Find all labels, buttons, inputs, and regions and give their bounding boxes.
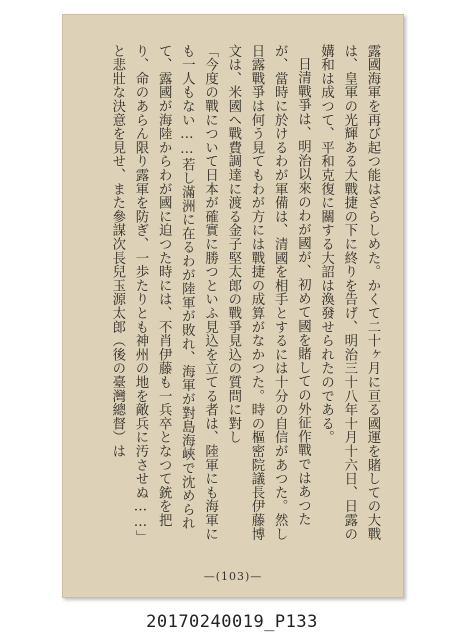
page-number: —(103)— [203,570,263,583]
paragraph-1: 露國海軍を再び起つ能はざらしめた。かくて二十ヶ月に亘る國運を賭しての大戰は、皇軍の光輝ある大戰捷の下に終りを告げ、明治三十八年十月十六日、日露の媾和は成つて、平和克復に關する大詔は渙發せられたのである。 [318,44,380,541]
paragraph-2: 日清戰爭は、明治以來のわが國が、初めて國を賭しての外征作戰ではあつたが、當時に於けるわが軍備は、清國を相手とするには十分の自信があつた。然し日露戰爭は何う見てもわが方には戰捷の成算がなかつた。時の樞密院議長伊藤博文は、米國へ戰費調達に渡る金子堅太郎の戰爭見込の質問に對し [225,44,311,541]
book-page [62,14,404,598]
quotation-paragraph: 「今度の戰について日本が確實に勝つといふ見込を立てる者は、陸軍にも海軍にも一人もない……若し滿洲に在るわが陸軍が敗れ、海軍が對島海峽で沈められて、露國が海陸からわが國に迫つた時には、不肖伊藤も一兵卒となつて銃を把り、命のあらん限り露軍を防ぎ、一歩たりとも神州の地を敵兵に汚させぬ……」 [132,44,218,544]
image-caption: 20170240019_P133 [146,612,318,632]
paragraph-4: と悲壯な決意を見せ、また參謀次長兒玉源太郎（後の臺灣總督）は [109,44,125,458]
vertical-text-block [84,44,384,554]
